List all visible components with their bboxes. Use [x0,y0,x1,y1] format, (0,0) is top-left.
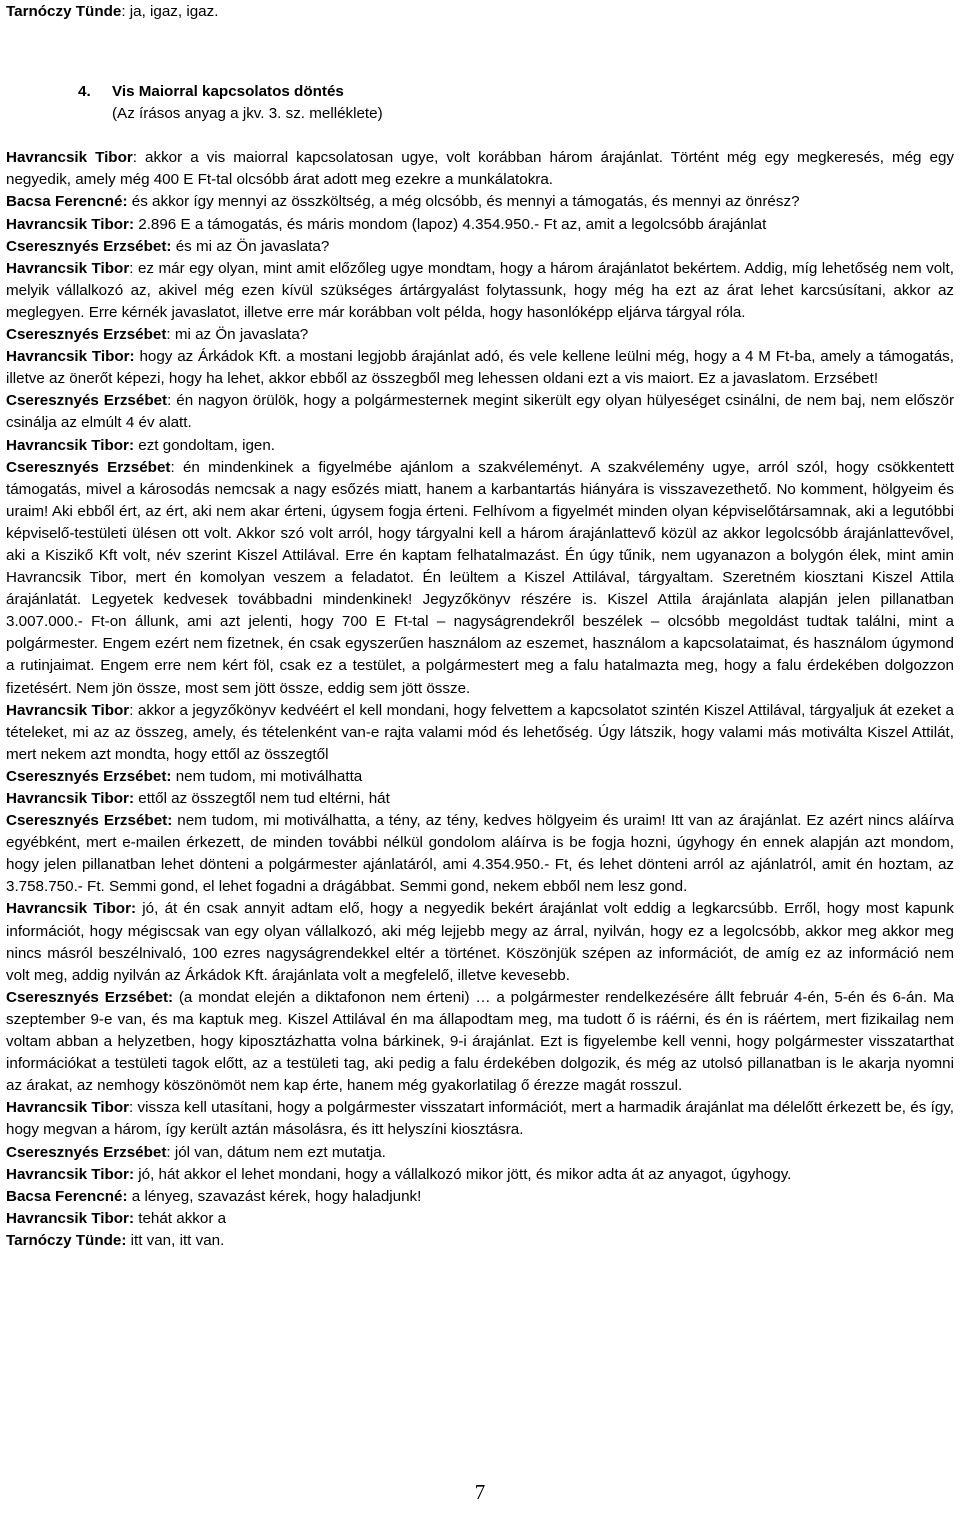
speech-text: jó, át én csak annyit adtam elő, hogy a negyedik bekért árajánlat volt eddig a legkarcsúbb. Erről, hogy most kapunk információt, hogy mégiscsak van egy olyan vállalkozó, aki még lejjebb megy az árral, nyilván, hogy ez a legolcsóbb, akkor meg akkor meg nincs másról beszélnivaló, 100 ezres nagyságrendekkel eltér a történet. Köszönjük szépen az információt, de amíg ez az információ nem volt meg, addig nyilván az Árkádok Kft. árajánlata volt a megfelelő, illetve kevesebb. [6,900,954,984]
speaker-name: Cseresznyés Erzsébet: [6,767,172,785]
speech-text: hogy az Árkádok Kft. a mostani legjobb árajánlat adó, és vele kellene leülni még, hogy a 4 M Ft-ba, amely a támogatás, illetve az önerőt képezi, hogy ha lehet, akkor ebből az összegből meg lehessen oldani ezt a vis maiort. Ez a javaslatom. Erzsébet! [6,348,954,388]
speech-text: 2.896 E a támogatás, és máris mondom (lapoz) 4.354.950.- Ft az, amit a legolcsóbb árajánlat [134,215,767,233]
speech-text: tehát akkor a [134,1209,227,1227]
transcript-paragraph [6,324,954,346]
speaker-name: Havrancsik Tibor: [6,900,137,918]
agenda-number: 4. [78,83,91,101]
transcript-paragraph [6,898,954,986]
speaker-name: Tarnóczy Tünde: [6,1231,127,1249]
document-content [6,0,954,1252]
transcript-paragraph [6,214,954,236]
speech-text: jó, hát akkor el lehet mondani, hogy a vállalkozó mikor jött, és mikor adta át az anyagot, úgyhogy. [134,1165,792,1183]
speech-text: : ez már egy olyan, mint amit előzőleg ugye mondtam, hogy a három árajánlatot bekértem. Addig, míg lehetőség nem volt, melyik vállalkozó az, akivel még ezen kívül szükséges ártárgyalást folytassunk, hogy még ha ezt az árat lehet karcsúsítani, akkor az meglegyen. Erre kérnék javaslatot, illetve erre már korábban volt példa, hogy hasonlóképp eljárva tárgyal róla. [6,259,954,321]
transcript-paragraph [6,1142,954,1164]
transcript-paragraph [6,1208,954,1230]
speech-text: : mi az Ön javaslata? [166,326,309,344]
speaker-name: Havrancsik Tibor: [6,348,135,366]
speech-text: : én mindenkinek a figyelmébe ajánlom a szakvéleményt. A szakvélemény ugye, arról szól, hogy csökkentett támogatás, mivel a károsodás nemcsak a nagy esőzés miatt, hanem a karbantartás hiányára is visszavezethető. No komment, hölgyeim és uraim! Aki ebből ért, az ért, aki nem akar érteni, úgysem fogja érteni. Felhívom a figyelmét minden olyan képviselőtársamnak, aki a legutóbbi képviselő-testületi ülésen ott volt. Akkor szó volt arról, hogy tárgyalni kell a három árajánlattevő közül az akkor legolcsóbb árajánlattevővel, aki a Kiszikő Kft volt, név szerint Kiszel Attilával. Erre én kaptam felhatalmazást. Én úgy tűnik, nem ugyanazon a bolygón élek, mint amin Havrancsik Tibor, mert én komolyan veszem a feladatot. Én leültem a Kiszel Attilával, tárgyaltam. Szeretném kiosztani Kiszel Attila árajánlatát. Legyetek kedvesek továbbadni mindenkinek! Jegyzőkönyv részére is. Kiszel Attila árajánlata alapján jelen pillanatban 3.007.000.- Ft-on állunk, ami azt jelenti, hogy 700 E Ft-tal – nagyságrendekről beszélek – olcsóbb megoldást tudtak találni, mint a polgármester. Engem ezért nem fizetnek, én csak egyszerűen használom az eszemet, használom a kapcsolataimat, és használom úgymond a rutinjaimat. Engem erre nem kért föl, csak ez a testület, a polgármestert meg a falu hatalmazta meg, hogy a falu érdekében dolgozzon fizetésért. Nem jön össze, most sem jött össze, eddig sem jött össze. [6,458,954,697]
transcript-paragraph [6,346,954,390]
speech-text: : akkor a vis maiorral kapcsolatosan ugye, volt korábban három árajánlat. Történt még egy megkeresés, még egy negyedik, amely még 400 E Ft-tal olcsóbb árat adott meg ezekre a munkálatokra. [6,149,954,189]
speaker-name: Havrancsik Tibor [6,149,133,167]
speech-text: a lényeg, szavazást kérek, hogy haladjunk! [127,1187,422,1205]
transcript-paragraph [6,435,954,457]
page-number: 7 [474,1480,486,1504]
transcript-paragraph [6,147,954,191]
speech-text: nem tudom, mi motiválhatta, a tény, az tény, kedves hölgyeim és uraim! Itt van az árajánlat. Ez azért nincs aláírva egyébként, mert e-mailen érkezett, de minden további nélkül gondolom aláírva is be fogja hozni, úgyhogy én ennek alapján azt mondom, hogy jelen pillanatban lehet dönteni a polgármester ajánlatáról, ami 4.354.950.- Ft, és lehet dönteni arról az ajánlatról, amit én hoztam, az 3.758.750.- Ft. Semmi gond, el lehet fogadni a drágábbat. Semmi gond, nekem ebből nem lesz gond. [6,812,954,896]
transcript-paragraph [6,390,954,434]
transcript-paragraph [6,191,954,213]
transcript-paragraph [6,1097,954,1141]
speech-text: (a mondat elején a diktafonon nem érteni) … a polgármester rendelkezésére állt február 4-én, 5-én és 6-án. Ma szeptember 9-e van, és ma kaptuk meg. Kiszel Attilával én ma állapodtam meg, ma tudott ő is ráérni, és én is ráértem, mert fizikailag nem voltam abban a helyzetben, hogy kiposztázhatta volna bárkinek, 9-i árajánlat. Ezt is figyelembe kell venni, hogy polgármester visszatarthat információkat a testületi tagok előtt, az a testületi tag, aki pedig a falu érdekében dolgozik, és még az utolsó pillanatban is le akarja nyomni az árakat, az nemhogy köszönömöt nem kap érte, hanem még gyakorlatilag ő érezze magát rosszul. [6,988,954,1095]
speaker-name: Havrancsik Tibor [6,1099,130,1117]
speech-text: : ja, igaz, igaz. [121,3,219,20]
speech-text: ettől az összegtől nem tud eltérni, hát [134,790,390,807]
transcript-paragraph [6,810,954,898]
transcript-paragraph [6,788,954,810]
transcript-paragraph [6,457,954,700]
speech-text: nem tudom, mi motiválhatta [171,767,363,785]
transcript [6,147,954,1252]
speech-text: : én nagyon örülök, hogy a polgármesternek megint sikerült egy olyan hülyeséget csinálni, de nem baj, nem először csinálja az elmúlt 4 év alatt. [6,392,955,432]
transcript-paragraph [6,236,954,258]
agenda-subtitle: (Az írásos anyag a jkv. 3. sz. melléklete) [112,105,383,123]
transcript-paragraph [6,766,954,788]
speaker-name: Havrancsik Tibor [6,259,130,277]
speaker-name: Havrancsik Tibor: [6,1165,135,1183]
speaker-name: Cseresznyés Erzsébet [6,1143,167,1161]
opening-line [6,1,954,23]
agenda-item [78,81,954,125]
speaker-name: Bacsa Ferencné: [6,193,128,211]
agenda-title: Vis Maiorral kapcsolatos döntés [112,83,344,101]
speech-text: és akkor így mennyi az összköltség, a még olcsóbb, és mennyi a támogatás, és mennyi az önrész? [127,193,800,211]
transcript-paragraph [6,258,954,324]
speech-text: itt van, itt van. [126,1231,225,1249]
speaker-name: Havrancsik Tibor: [6,215,135,233]
transcript-paragraph [6,1186,954,1208]
speech-text: ezt gondoltam, igen. [134,436,276,454]
speaker-name: Cseresznyés Erzsébet [6,458,171,476]
speaker-name: Havrancsik Tibor: [6,436,135,454]
speech-text: és mi az Ön javaslata? [171,237,330,255]
transcript-paragraph [6,1164,954,1186]
speaker-name: Cseresznyés Erzsébet: [6,237,172,255]
speaker-name: Havrancsik Tibor: [6,790,135,807]
transcript-paragraph [6,1230,954,1252]
speaker-name: Havrancsik Tibor: [6,1209,135,1227]
speaker-name: Bacsa Ferencné: [6,1187,128,1205]
speaker-name: Cseresznyés Erzsébet: [6,988,174,1006]
transcript-paragraph [6,700,954,766]
speech-text: : vissza kell utasítani, hogy a polgármester visszatart információt, mert a harmadik árajánlat ma délelőtt érkezett be, és így, hogy megvan a három, így került aztán másolásra, és itt helyszíni kiosztásra. [6,1099,954,1139]
speaker-name: Cseresznyés Erzsébet [6,326,167,344]
transcript-paragraph [6,987,954,1097]
speech-text: : jól van, dátum nem ezt mutatja. [166,1143,386,1161]
speaker-name: Tarnóczy Tünde [6,3,122,20]
speaker-name: Cseresznyés Erzsébet [6,392,168,410]
speech-text: : akkor a jegyzőkönyv kedvéért el kell mondani, hogy felvettem a kapcsolatot szintén Kiszel Attilával, tárgyaljuk át ezeket a tételeket, mi az az összeg, amely, és tételenként van-e rajta valami mód és lehetőség. Úgy látszik, hogy valami más motiválta Kiszel Attilát, mert nekem azt mondta, hogy ettől az összegtől [6,701,954,763]
speaker-name: Cseresznyés Erzsébet: [6,812,173,830]
speaker-name: Havrancsik Tibor [6,701,130,719]
